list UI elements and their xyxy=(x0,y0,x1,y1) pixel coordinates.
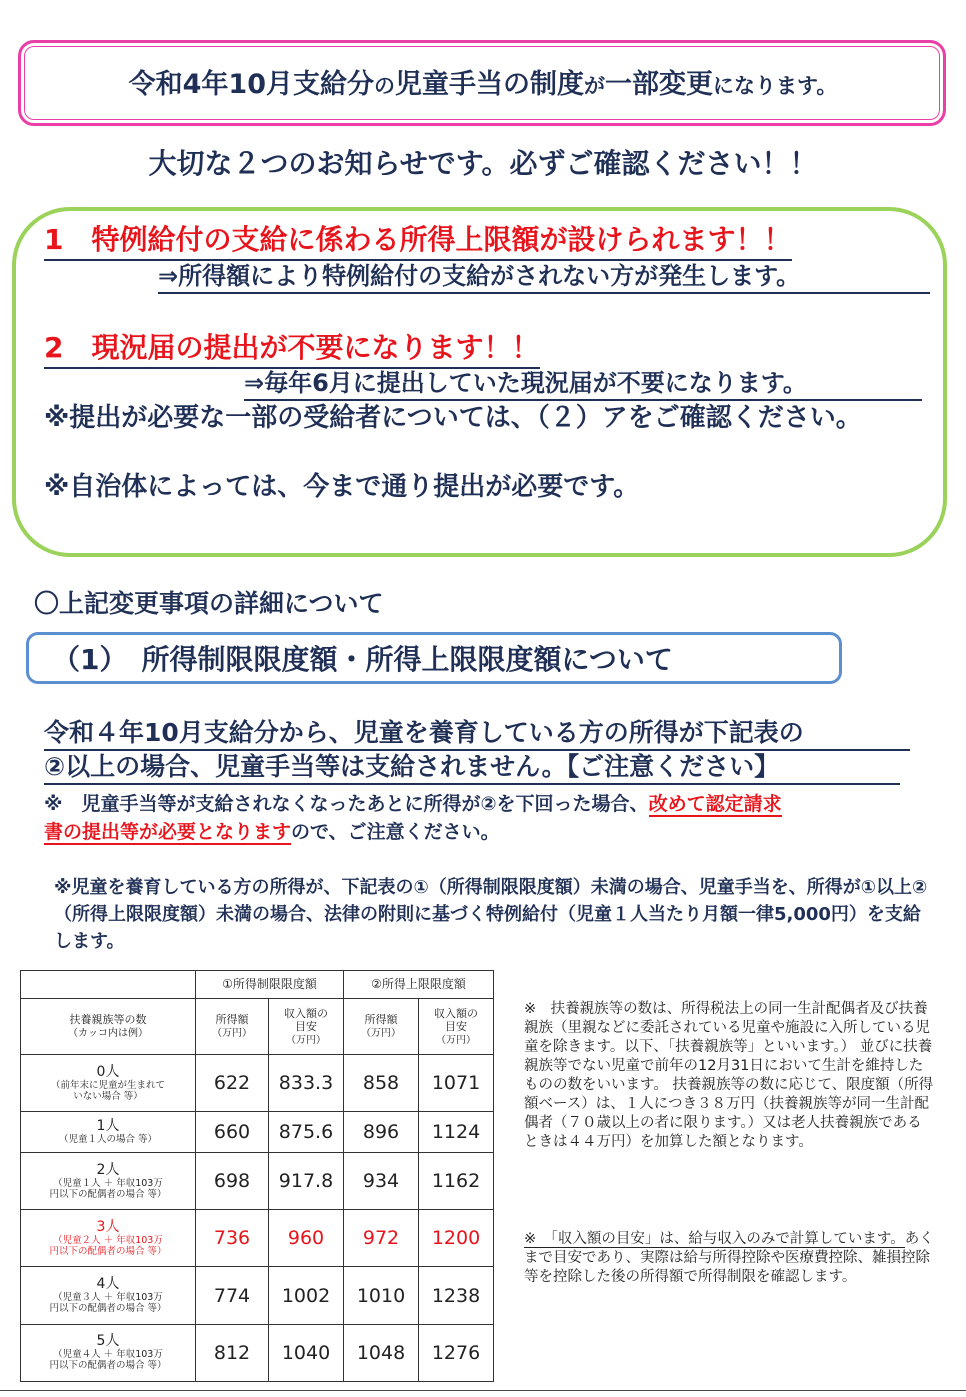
table-row xyxy=(21,1112,494,1153)
caution-line1: ※ 児童手当等が支給されなくなったあとに所得が②を下回った場合、改めて認定請求 xyxy=(44,793,782,815)
cell-revenue-limit: 833.3 xyxy=(269,1055,344,1112)
notice-note-municipality: ※自治体によっては、今まで通り提出が必要です。 xyxy=(44,472,640,502)
row-label: 1人 （児童１人の場合 等） xyxy=(21,1112,196,1153)
dependents-explanation-note: ※ 扶養親族等の数は、所得税法上の同一生計配偶者及び扶養 親族（里親などに委託されている児童や施設に入所している児童を除きます。以下、「扶養親族等」といいます。） 並びに扶養親族等でない児童で前年の12月31日において生計を維持したものの数をいいます。 扶養親族等の数に応じて、限度額（所得額ベース）は、１人につき３８万円（扶養親族等が同一生計配偶者（７０歳以上の者に限ります。）又は老人扶養親族であるときは４４万円）を加算した額となります。 xyxy=(524,1001,934,1150)
row-label: 4人 （児童３人 ＋ 年収103万 円以下の配偶者の場合 等） xyxy=(21,1267,196,1324)
table-corner-cell xyxy=(21,971,196,999)
row-label: 0人 （前年末に児童が生まれて いない場合 等） xyxy=(21,1055,196,1112)
cell-income-limit: 736 xyxy=(196,1210,269,1267)
group-header-income-cap: ②所得上限限度額 xyxy=(344,971,494,999)
table-row xyxy=(21,1055,494,1112)
cell-revenue-limit: 1040 xyxy=(269,1324,344,1381)
cell-income-cap: 972 xyxy=(344,1210,419,1267)
table-column-header-row xyxy=(21,999,494,1055)
cell-income-limit: 622 xyxy=(196,1055,269,1112)
cell-revenue-cap: 1124 xyxy=(419,1112,494,1153)
cell-revenue-cap: 1238 xyxy=(419,1267,494,1324)
body-line2: ②以上の場合、児童手当等は支給されません。【ご注意ください】 xyxy=(44,750,900,785)
cell-revenue-limit: 960 xyxy=(269,1210,344,1267)
page-title: 令和4年10月支給分の児童手当の制度が一部変更になります。 xyxy=(128,69,838,100)
cell-income-limit: 812 xyxy=(196,1324,269,1381)
revenue-header-1: 収入額の 目安 （万円） xyxy=(269,999,344,1055)
table-group-header-row xyxy=(21,971,494,999)
cell-revenue-cap: 1071 xyxy=(419,1055,494,1112)
notice-item1-detail: ⇒所得額により特例給付の支給がされない方が発生します。 xyxy=(158,260,930,294)
income-limit-table xyxy=(20,970,494,1382)
bottom-divider xyxy=(0,1390,966,1391)
notice-item1-heading: 1 特例給付の支給に係わる所得上限額が設けられます！！ xyxy=(44,222,792,261)
notice-item2-detail: ⇒毎年6月に提出していた現況届が不要になります。 xyxy=(244,367,922,401)
cell-revenue-limit: 917.8 xyxy=(269,1152,344,1209)
table-row-highlighted xyxy=(21,1210,494,1267)
income-header-2: 所得額 （万円） xyxy=(344,999,419,1055)
cell-income-limit: 774 xyxy=(196,1267,269,1324)
cell-income-cap: 1048 xyxy=(344,1324,419,1381)
group-header-income-limit: ①所得制限限度額 xyxy=(196,971,344,999)
cell-income-cap: 858 xyxy=(344,1055,419,1112)
notice-note-renewal: ※提出が必要な一部の受給者については、（２）アをご確認ください。 xyxy=(44,403,862,433)
cell-revenue-limit: 875.6 xyxy=(269,1112,344,1153)
cell-revenue-cap: 1200 xyxy=(419,1210,494,1267)
page-subtitle: 大切な２つのお知らせです。必ずご確認ください！！ xyxy=(148,147,818,180)
revenue-estimate-note: ※ 「収入額の目安」は、給与収入のみで計算しています。あくまで目安であり、実際は給与所得控除や医療費控除、雑損控除等を控除した後の所得額で所得制限を確認します。 xyxy=(524,1231,934,1285)
table-row xyxy=(21,1152,494,1209)
body-line1: 令和４年10月支給分から、児童を養育している方の所得が下記表の xyxy=(44,716,910,751)
notice-item2-heading: 2 現況届の提出が不要になります！！ xyxy=(44,330,540,369)
row-label: 5人 （児童４人 ＋ 年収103万 円以下の配偶者の場合 等） xyxy=(21,1324,196,1381)
cell-revenue-cap: 1162 xyxy=(419,1152,494,1209)
row-label: 2人 （児童１人 ＋ 年収103万 円以下の配偶者の場合 等） xyxy=(21,1152,196,1209)
table-row xyxy=(21,1324,494,1381)
cell-income-cap: 934 xyxy=(344,1152,419,1209)
cell-income-limit: 698 xyxy=(196,1152,269,1209)
caution-line2: 書の提出等が必要となりますので、ご注意ください。 xyxy=(44,821,500,843)
section-heading: 〇上記変更事項の詳細について xyxy=(34,589,384,618)
cell-revenue-cap: 1276 xyxy=(419,1324,494,1381)
row-label: 3人 （児童２人 ＋ 年収103万 円以下の配偶者の場合 等） xyxy=(21,1210,196,1267)
table-row xyxy=(21,1267,494,1324)
special-benefit-note: ※児童を養育している方の所得が、下記表の①（所得制限限度額）未満の場合、児童手当を、所得が①以上②（所得上限限度額）未満の場合、法律の附則に基づく特例給付（児童１人当たり月額一律5,000円）を支給します。 xyxy=(54,877,928,952)
income-header-1: 所得額 （万円） xyxy=(196,999,269,1055)
cell-revenue-limit: 1002 xyxy=(269,1267,344,1324)
dependents-column-header: 扶養親族等の数 （カッコ内は例） xyxy=(21,999,196,1055)
subsection-title: （1） 所得制限限度額・所得上限限度額について xyxy=(52,643,673,676)
cell-income-cap: 896 xyxy=(344,1112,419,1153)
cell-income-limit: 660 xyxy=(196,1112,269,1153)
revenue-header-2: 収入額の 目安 （万円） xyxy=(419,999,494,1055)
cell-income-cap: 1010 xyxy=(344,1267,419,1324)
